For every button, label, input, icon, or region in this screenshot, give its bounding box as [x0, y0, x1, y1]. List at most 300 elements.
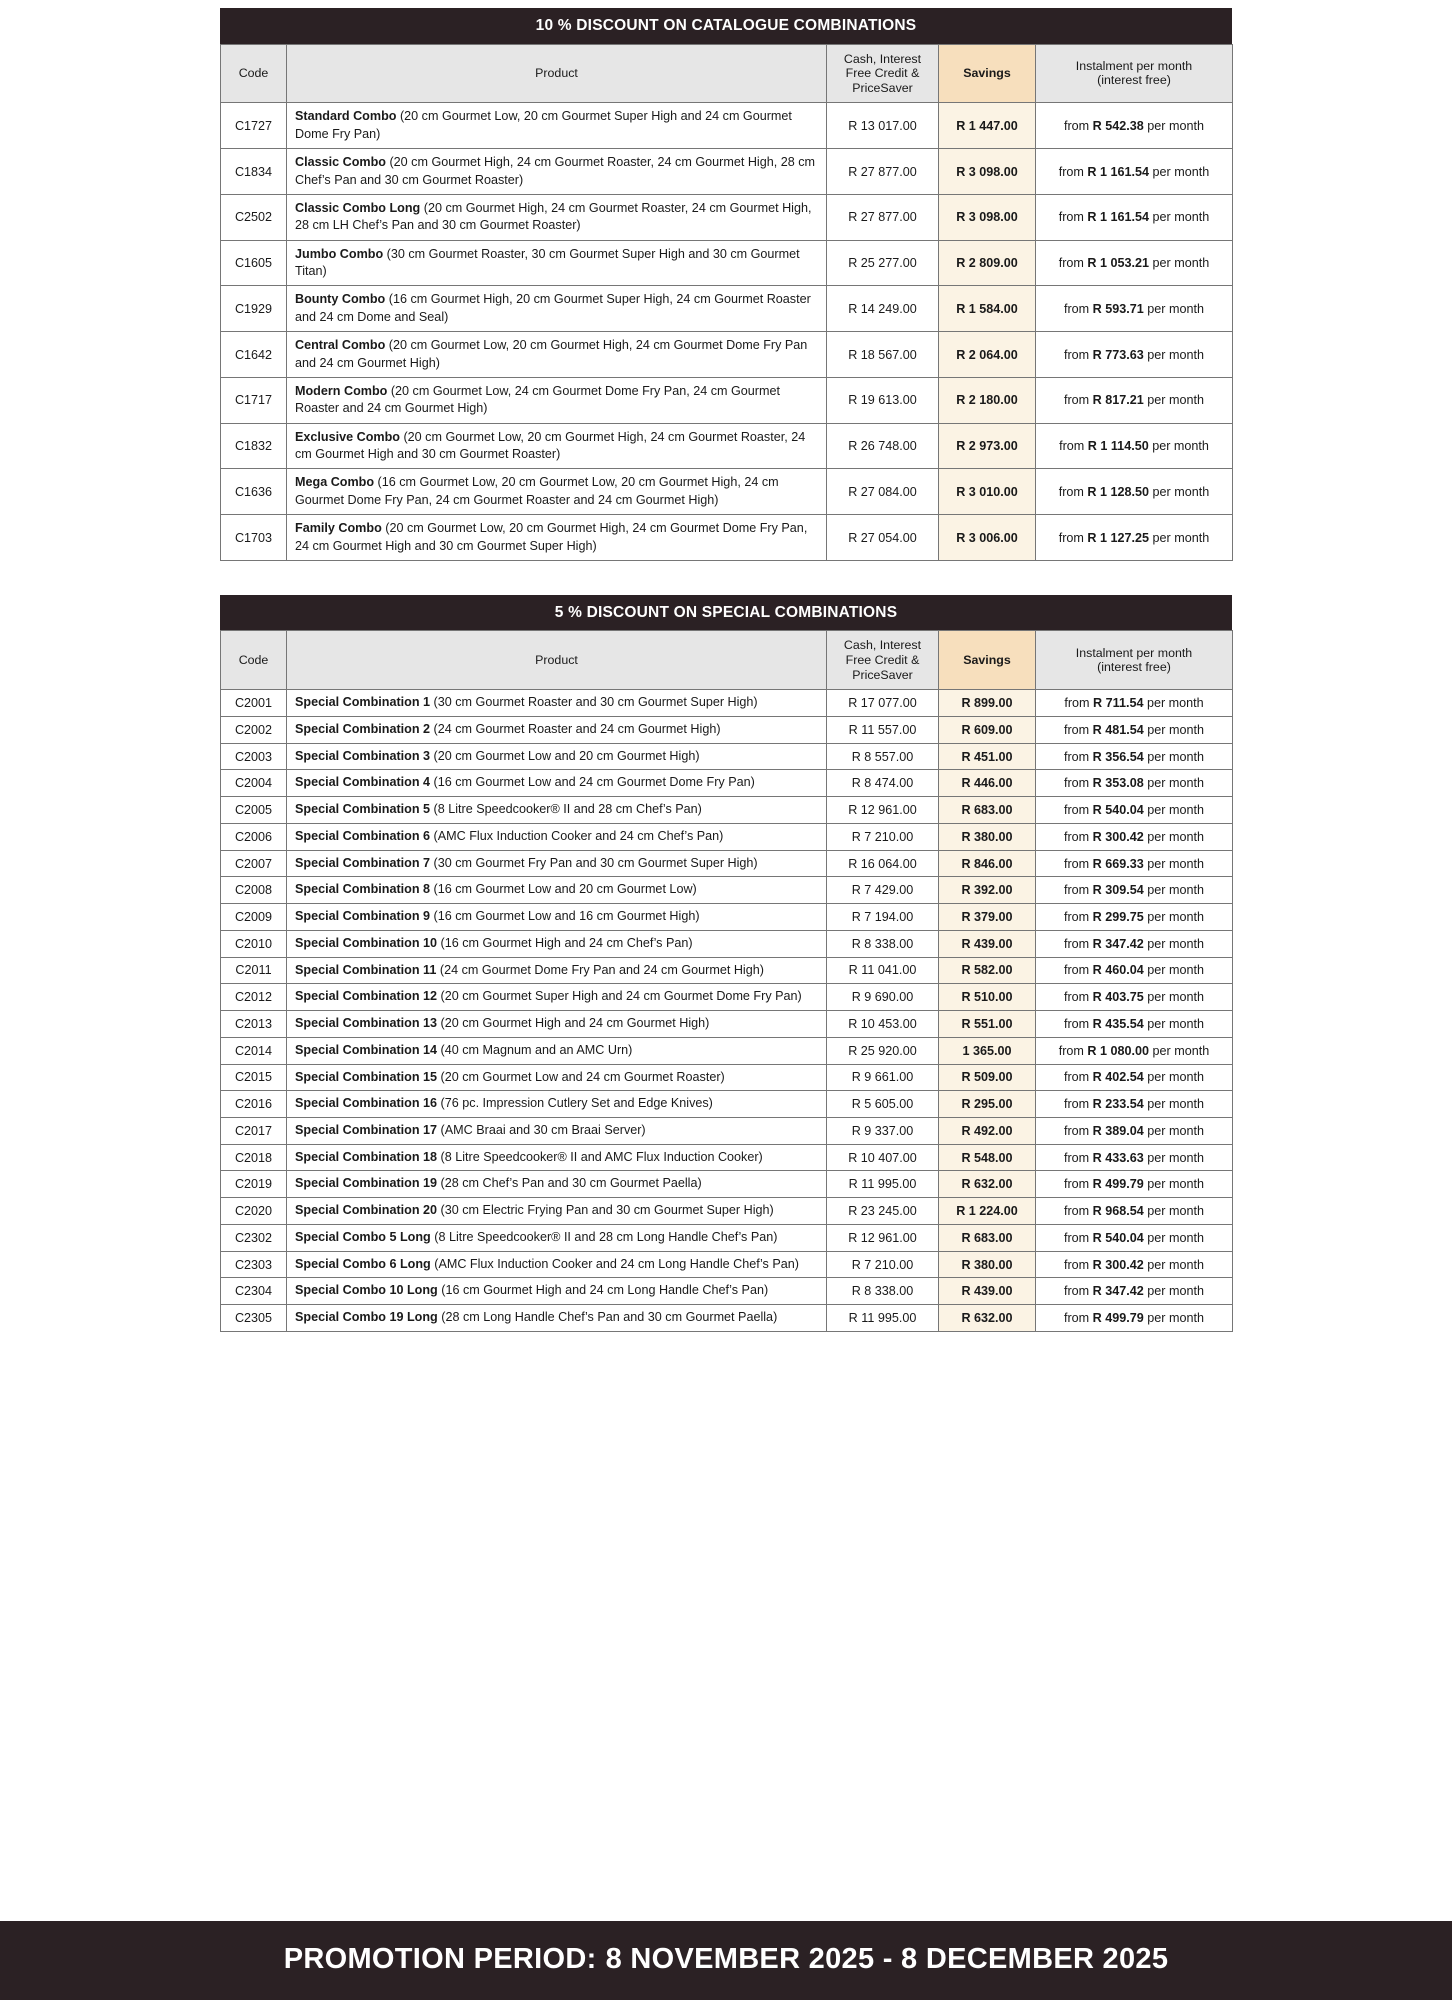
- instalment-suffix: per month: [1143, 1177, 1204, 1192]
- cell-savings: 1 365.00: [939, 1037, 1036, 1064]
- product-description: (20 cm Gourmet Low, 20 cm Gourmet High, 24 cm Gourmet Dome Fry Pan and 24 cm Gourmet High): [295, 338, 808, 370]
- cell-product: [287, 423, 827, 469]
- cell-product: [287, 1118, 827, 1145]
- instalment-amount: R 403.75: [1092, 990, 1144, 1005]
- table-header: [221, 44, 1233, 103]
- table-row: [221, 850, 1233, 877]
- product-name: Special Combination 9: [295, 909, 431, 924]
- cell-instalment: [1036, 1198, 1233, 1225]
- cell-savings: R 392.00: [939, 877, 1036, 904]
- instalment-header-line-2: (interest free): [1097, 660, 1171, 675]
- cell-cash-price: R 5 605.00: [827, 1091, 939, 1118]
- cell-instalment: [1036, 149, 1233, 195]
- product-name: Special Combination 2: [295, 721, 431, 736]
- cell-product: [287, 1144, 827, 1171]
- instalment-prefix: from: [1059, 439, 1088, 453]
- cell-cash-price: R 23 245.00: [827, 1198, 939, 1225]
- cell-product: [287, 743, 827, 770]
- instalment-prefix: from: [1063, 1150, 1093, 1165]
- table-row: [221, 690, 1233, 717]
- instalment-suffix: per month: [1149, 256, 1210, 270]
- instalment-amount: R 499.79: [1092, 1311, 1144, 1325]
- table-row: [221, 823, 1233, 850]
- cell-product: [287, 1305, 827, 1332]
- cell-product: [287, 1091, 827, 1118]
- instalment-amount: R 1 053.21: [1087, 256, 1150, 270]
- cell-savings: R 683.00: [939, 797, 1036, 824]
- cell-product: [287, 690, 827, 717]
- cell-savings: R 509.00: [939, 1064, 1036, 1091]
- cell-savings: R 3 098.00: [939, 194, 1036, 240]
- cell-cash-price: R 27 084.00: [827, 469, 939, 515]
- product-name: Special Combination 19: [295, 1176, 438, 1191]
- cell-code: C2502: [221, 194, 287, 240]
- promotion-period-dates: 8 NOVEMBER 2025 - 8 DECEMBER 2025: [605, 1943, 1169, 1975]
- product-name: Special Combination 17: [295, 1123, 438, 1137]
- column-header-product: Product: [287, 631, 827, 690]
- cell-cash-price: R 27 877.00: [827, 194, 939, 240]
- cell-instalment: [1036, 716, 1233, 743]
- cell-savings: R 632.00: [939, 1305, 1036, 1332]
- cell-code: C1929: [221, 286, 287, 332]
- cash-header-line-3: PriceSaver: [852, 667, 913, 682]
- cell-instalment: [1036, 1224, 1233, 1251]
- cell-cash-price: R 27 877.00: [827, 149, 939, 195]
- table-row: [221, 797, 1233, 824]
- cell-cash-price: R 8 338.00: [827, 1278, 939, 1305]
- cell-instalment: [1036, 286, 1233, 332]
- cell-cash-price: R 18 567.00: [827, 332, 939, 378]
- instalment-header-line-1: Instalment per month: [1075, 645, 1193, 660]
- cell-code: C1717: [221, 377, 287, 423]
- table-row: [221, 286, 1233, 332]
- cell-cash-price: R 27 054.00: [827, 515, 939, 561]
- special-combinations-table: [220, 630, 1233, 1332]
- product-description: (8 Litre Speedcooker® II and AMC Flux Induction Cooker): [437, 1149, 763, 1164]
- instalment-suffix: per month: [1143, 118, 1204, 133]
- column-header-cash: [827, 44, 939, 103]
- table-row: [221, 1305, 1233, 1332]
- instalment-prefix: from: [1063, 1311, 1093, 1325]
- column-header-savings: Savings: [939, 44, 1036, 103]
- cell-code: C2305: [221, 1305, 287, 1332]
- cell-code: C2001: [221, 690, 287, 717]
- cell-product: [287, 877, 827, 904]
- cell-cash-price: R 12 961.00: [827, 797, 939, 824]
- instalment-amount: R 499.79: [1092, 1177, 1144, 1192]
- instalment-prefix: from: [1063, 1097, 1093, 1112]
- instalment-prefix: from: [1063, 776, 1093, 791]
- product-description: (20 cm Gourmet Low, 20 cm Gourmet High, 24 cm Gourmet Roaster, 24 cm Gourmet High and 30 cm Gourmet Roaster): [295, 429, 806, 461]
- column-header-savings: Savings: [939, 631, 1036, 690]
- cell-savings: R 295.00: [939, 1091, 1036, 1118]
- instalment-suffix: per month: [1143, 301, 1204, 316]
- instalment-amount: R 542.38: [1092, 118, 1144, 133]
- cell-instalment: [1036, 469, 1233, 515]
- instalment-prefix: from: [1063, 963, 1093, 978]
- cell-savings: R 380.00: [939, 823, 1036, 850]
- cell-cash-price: R 11 557.00: [827, 716, 939, 743]
- instalment-prefix: from: [1063, 1177, 1093, 1192]
- product-name: Special Combination 5: [295, 802, 431, 817]
- cell-instalment: [1036, 1037, 1233, 1064]
- instalment-suffix: per month: [1143, 990, 1204, 1005]
- cell-code: C2019: [221, 1171, 287, 1198]
- cash-header-line-2: Free Credit &: [845, 66, 920, 81]
- table-row: [221, 1064, 1233, 1091]
- instalment-amount: R 435.54: [1092, 1016, 1144, 1031]
- cell-instalment: [1036, 1171, 1233, 1198]
- instalment-prefix: from: [1058, 1043, 1088, 1058]
- cell-instalment: [1036, 904, 1233, 931]
- cell-instalment: [1036, 690, 1233, 717]
- product-description: (AMC Braai and 30 cm Braai Server): [437, 1123, 646, 1137]
- product-description: (16 cm Gourmet High and 24 cm Long Handle Chef’s Pan): [437, 1283, 769, 1298]
- cell-savings: R 609.00: [939, 716, 1036, 743]
- product-name: Special Combination 16: [295, 1096, 438, 1111]
- cell-code: C2007: [221, 850, 287, 877]
- instalment-prefix: from: [1063, 803, 1093, 818]
- cell-savings: R 379.00: [939, 904, 1036, 931]
- cell-instalment: [1036, 1011, 1233, 1038]
- promotion-period-label: PROMOTION PERIOD:: [283, 1943, 597, 1975]
- product-description: (40 cm Magnum and an AMC Urn): [437, 1042, 633, 1057]
- cell-product: [287, 286, 827, 332]
- cell-instalment: [1036, 194, 1233, 240]
- cell-savings: R 551.00: [939, 1011, 1036, 1038]
- cell-product: [287, 103, 827, 149]
- instalment-suffix: per month: [1143, 776, 1204, 791]
- product-description: (24 cm Gourmet Dome Fry Pan and 24 cm Gourmet High): [436, 962, 764, 977]
- product-description: (76 pc. Impression Cutlery Set and Edge Knives): [437, 1096, 713, 1111]
- instalment-suffix: per month: [1143, 936, 1204, 951]
- instalment-suffix: per month: [1143, 1257, 1204, 1272]
- instalment-suffix: per month: [1143, 1230, 1204, 1245]
- cell-cash-price: R 12 961.00: [827, 1224, 939, 1251]
- cell-product: [287, 850, 827, 877]
- cell-cash-price: R 17 077.00: [827, 690, 939, 717]
- instalment-header-line-2: (interest free): [1097, 73, 1171, 88]
- cell-cash-price: R 25 277.00: [827, 240, 939, 286]
- cell-cash-price: R 8 474.00: [827, 770, 939, 797]
- cell-savings: R 380.00: [939, 1251, 1036, 1278]
- cell-product: [287, 149, 827, 195]
- cell-code: C1834: [221, 149, 287, 195]
- product-description: (30 cm Gourmet Fry Pan and 30 cm Gourmet Super High): [430, 855, 758, 870]
- cell-code: C2014: [221, 1037, 287, 1064]
- instalment-prefix: from: [1063, 1016, 1093, 1031]
- product-description: (20 cm Gourmet Low, 20 cm Gourmet High, 24 cm Gourmet Dome Fry Pan, 24 cm Gourmet High and 30 cm Gourmet Super High): [295, 521, 808, 553]
- cell-savings: R 582.00: [939, 957, 1036, 984]
- product-name: Exclusive Combo: [295, 429, 400, 444]
- special-combinations-banner: 5 % DISCOUNT ON SPECIAL COMBINATIONS: [220, 595, 1232, 631]
- cell-cash-price: R 9 661.00: [827, 1064, 939, 1091]
- product-name: Special Combination 18: [295, 1149, 438, 1164]
- catalogue-combinations-table: [220, 44, 1233, 561]
- instalment-amount: R 1 127.25: [1087, 530, 1150, 545]
- cell-product: [287, 904, 827, 931]
- cell-savings: R 899.00: [939, 690, 1036, 717]
- cell-product: [287, 1278, 827, 1305]
- cash-header-line-2: Free Credit &: [845, 653, 920, 667]
- cell-product: [287, 194, 827, 240]
- cell-code: C2304: [221, 1278, 287, 1305]
- instalment-suffix: per month: [1143, 1070, 1204, 1085]
- cell-code: C2006: [221, 823, 287, 850]
- instalment-prefix: from: [1058, 530, 1088, 545]
- table-row: [221, 1011, 1233, 1038]
- cell-code: C2008: [221, 877, 287, 904]
- instalment-amount: R 460.04: [1092, 963, 1144, 978]
- cell-code: C2017: [221, 1118, 287, 1145]
- cell-product: [287, 930, 827, 957]
- instalment-amount: R 233.54: [1092, 1097, 1144, 1112]
- cell-savings: R 1 584.00: [939, 286, 1036, 332]
- instalment-amount: R 300.42: [1092, 829, 1144, 844]
- instalment-suffix: per month: [1143, 856, 1204, 871]
- cell-savings: R 632.00: [939, 1171, 1036, 1198]
- cell-savings: R 446.00: [939, 770, 1036, 797]
- cell-product: [287, 770, 827, 797]
- product-name: Special Combination 3: [295, 748, 431, 763]
- instalment-suffix: per month: [1143, 1204, 1204, 1219]
- instalment-amount: R 356.54: [1092, 749, 1144, 764]
- instalment-amount: R 1 080.00: [1087, 1043, 1150, 1058]
- instalment-prefix: from: [1063, 990, 1093, 1005]
- instalment-amount: R 1 128.50: [1087, 484, 1150, 499]
- cell-savings: R 439.00: [939, 930, 1036, 957]
- cell-cash-price: R 14 249.00: [827, 286, 939, 332]
- cell-instalment: [1036, 877, 1233, 904]
- product-name: Special Combination 8: [295, 882, 431, 897]
- cell-cash-price: R 7 210.00: [827, 823, 939, 850]
- instalment-suffix: per month: [1143, 696, 1204, 711]
- cell-instalment: [1036, 1278, 1233, 1305]
- cell-product: [287, 377, 827, 423]
- instalment-prefix: from: [1063, 347, 1093, 362]
- instalment-amount: R 817.21: [1092, 393, 1144, 408]
- cell-code: C2011: [221, 957, 287, 984]
- product-description: (16 cm Gourmet Low and 16 cm Gourmet High): [430, 909, 700, 924]
- cell-cash-price: R 9 337.00: [827, 1118, 939, 1145]
- cell-cash-price: R 11 995.00: [827, 1171, 939, 1198]
- instalment-amount: R 309.54: [1092, 883, 1144, 898]
- table-body: [221, 103, 1233, 561]
- cell-code: C2018: [221, 1144, 287, 1171]
- cell-cash-price: R 7 194.00: [827, 904, 939, 931]
- column-header-code: Code: [221, 631, 287, 690]
- cell-instalment: [1036, 515, 1233, 561]
- cell-product: [287, 1171, 827, 1198]
- instalment-amount: R 968.54: [1092, 1204, 1144, 1219]
- product-description: (AMC Flux Induction Cooker and 24 cm Chef’s Pan): [430, 828, 724, 843]
- product-name: Special Combo 10 Long: [295, 1283, 438, 1298]
- product-description: (24 cm Gourmet Roaster and 24 cm Gourmet High): [430, 721, 721, 736]
- cell-cash-price: R 8 338.00: [827, 930, 939, 957]
- product-name: Classic Combo Long: [295, 200, 421, 215]
- instalment-suffix: per month: [1149, 1043, 1210, 1058]
- instalment-prefix: from: [1063, 1284, 1093, 1299]
- cell-product: [287, 515, 827, 561]
- product-name: Standard Combo: [295, 109, 397, 124]
- cell-instalment: [1036, 984, 1233, 1011]
- instalment-suffix: per month: [1143, 749, 1204, 764]
- instalment-amount: R 1 161.54: [1087, 210, 1150, 225]
- instalment-prefix: from: [1064, 696, 1094, 711]
- cell-code: C1636: [221, 469, 287, 515]
- table-row: [221, 423, 1233, 469]
- cell-savings: R 846.00: [939, 850, 1036, 877]
- cell-code: C2302: [221, 1224, 287, 1251]
- table-row: [221, 877, 1233, 904]
- instalment-amount: R 353.08: [1092, 776, 1144, 791]
- cell-code: C2016: [221, 1091, 287, 1118]
- cell-code: C2009: [221, 904, 287, 931]
- cell-cash-price: R 16 064.00: [827, 850, 939, 877]
- instalment-prefix: from: [1063, 722, 1093, 737]
- instalment-suffix: per month: [1143, 1097, 1204, 1112]
- cell-product: [287, 797, 827, 824]
- cell-cash-price: R 7 210.00: [827, 1251, 939, 1278]
- cell-product: [287, 984, 827, 1011]
- instalment-suffix: per month: [1143, 909, 1204, 924]
- product-description: (16 cm Gourmet High, 20 cm Gourmet Super High, 24 cm Gourmet Roaster and 24 cm Dome and Seal): [295, 292, 811, 324]
- table-row: [221, 1224, 1233, 1251]
- instalment-suffix: per month: [1143, 1150, 1204, 1165]
- table-body: [221, 690, 1233, 1332]
- instalment-prefix: from: [1063, 1070, 1093, 1085]
- table-row: [221, 1198, 1233, 1225]
- product-description: (AMC Flux Induction Cooker and 24 cm Long Handle Chef’s Pan): [430, 1256, 799, 1271]
- table-row: [221, 469, 1233, 515]
- table-row: [221, 515, 1233, 561]
- instalment-prefix: from: [1063, 1204, 1093, 1219]
- product-description: (16 cm Gourmet Low, 20 cm Gourmet Low, 20 cm Gourmet High, 24 cm Gourmet Dome Fry Pan, 24 cm Gourmet Roaster and 24 cm Gourmet High): [295, 475, 779, 507]
- product-name: Special Combination 6: [295, 828, 431, 843]
- cell-instalment: [1036, 930, 1233, 957]
- cell-product: [287, 1251, 827, 1278]
- table-row: [221, 240, 1233, 286]
- cell-code: C1832: [221, 423, 287, 469]
- instalment-header-line-1: Instalment per month: [1075, 58, 1193, 73]
- cell-instalment: [1036, 377, 1233, 423]
- instalment-amount: R 1 161.54: [1087, 164, 1150, 179]
- table-row: [221, 716, 1233, 743]
- product-description: (20 cm Gourmet High, 24 cm Gourmet Roaster, 24 cm Gourmet High, 28 cm Chef’s Pan and 30 cm Gourmet Roaster): [295, 155, 816, 187]
- cell-cash-price: R 11 995.00: [827, 1305, 939, 1332]
- cell-savings: R 439.00: [939, 1278, 1036, 1305]
- product-description: (16 cm Gourmet Low and 24 cm Gourmet Dome Fry Pan): [430, 775, 755, 790]
- product-description: (20 cm Gourmet Low and 20 cm Gourmet High): [430, 748, 700, 763]
- cash-header-line-3: PriceSaver: [852, 80, 913, 95]
- table-row: [221, 984, 1233, 1011]
- instalment-amount: R 711.54: [1093, 696, 1144, 711]
- table-row: [221, 377, 1233, 423]
- instalment-suffix: per month: [1143, 1311, 1204, 1325]
- cell-product: [287, 957, 827, 984]
- table-row: [221, 1171, 1233, 1198]
- instalment-prefix: from: [1063, 936, 1093, 951]
- instalment-prefix: from: [1058, 484, 1088, 499]
- cell-instalment: [1036, 797, 1233, 824]
- cell-code: C1642: [221, 332, 287, 378]
- cell-cash-price: R 9 690.00: [827, 984, 939, 1011]
- product-name: Special Combination 1: [295, 695, 431, 710]
- table-row: [221, 904, 1233, 931]
- product-name: Central Combo: [295, 338, 386, 353]
- cash-header-line-1: Cash, Interest: [843, 51, 922, 66]
- instalment-suffix: per month: [1143, 1123, 1204, 1138]
- product-description: (30 cm Electric Frying Pan and 30 cm Gourmet Super High): [437, 1203, 774, 1218]
- product-name: Special Combination 10: [295, 935, 438, 950]
- instalment-prefix: from: [1063, 393, 1093, 408]
- instalment-prefix: from: [1063, 1257, 1093, 1272]
- instalment-suffix: per month: [1149, 484, 1210, 499]
- instalment-amount: R 299.75: [1092, 909, 1144, 924]
- cell-product: [287, 1198, 827, 1225]
- product-description: (20 cm Gourmet Low and 24 cm Gourmet Roaster): [437, 1069, 725, 1084]
- table-row: [221, 103, 1233, 149]
- cell-cash-price: R 13 017.00: [827, 103, 939, 149]
- cell-savings: R 683.00: [939, 1224, 1036, 1251]
- instalment-amount: R 540.04: [1092, 1230, 1144, 1245]
- cell-cash-price: R 7 429.00: [827, 877, 939, 904]
- product-description: (20 cm Gourmet High and 24 cm Gourmet High): [437, 1016, 710, 1031]
- cell-product: [287, 1064, 827, 1091]
- cell-cash-price: R 11 041.00: [827, 957, 939, 984]
- catalogue-combinations-block: [220, 0, 1232, 561]
- cell-product: [287, 469, 827, 515]
- product-name: Special Combo 6 Long: [295, 1256, 431, 1271]
- product-name: Special Combo 5 Long: [295, 1229, 431, 1244]
- product-name: Special Combination 4: [295, 775, 431, 790]
- cell-code: C1703: [221, 515, 287, 561]
- instalment-suffix: per month: [1149, 530, 1210, 545]
- cell-savings: R 2 973.00: [939, 423, 1036, 469]
- cash-header-line-1: Cash, Interest: [843, 638, 922, 653]
- cell-code: C1727: [221, 103, 287, 149]
- instalment-amount: R 481.54: [1092, 722, 1144, 737]
- instalment-suffix: per month: [1143, 393, 1204, 408]
- instalment-prefix: from: [1058, 210, 1088, 225]
- instalment-amount: R 389.04: [1092, 1123, 1144, 1138]
- instalment-amount: R 1 114.50: [1087, 439, 1149, 453]
- column-header-product: Product: [287, 44, 827, 103]
- table-row: [221, 332, 1233, 378]
- cell-product: [287, 1224, 827, 1251]
- cell-cash-price: R 10 453.00: [827, 1011, 939, 1038]
- cell-cash-price: R 26 748.00: [827, 423, 939, 469]
- instalment-suffix: per month: [1149, 164, 1210, 179]
- cell-instalment: [1036, 240, 1233, 286]
- cell-code: C2002: [221, 716, 287, 743]
- instalment-suffix: per month: [1148, 439, 1209, 453]
- instalment-amount: R 433.63: [1092, 1150, 1144, 1165]
- product-name: Special Combination 13: [295, 1016, 438, 1031]
- table-row: [221, 930, 1233, 957]
- instalment-amount: R 300.42: [1092, 1257, 1144, 1272]
- cell-instalment: [1036, 1118, 1233, 1145]
- instalment-prefix: from: [1063, 118, 1093, 133]
- product-description: (30 cm Gourmet Roaster and 30 cm Gourmet Super High): [430, 695, 758, 710]
- cell-instalment: [1036, 770, 1233, 797]
- cell-code: C2013: [221, 1011, 287, 1038]
- cell-savings: R 1 447.00: [939, 103, 1036, 149]
- instalment-suffix: per month: [1143, 963, 1204, 978]
- instalment-amount: R 593.71: [1092, 301, 1144, 316]
- product-description: (30 cm Gourmet Roaster, 30 cm Gourmet Super High and 30 cm Gourmet Titan): [295, 246, 800, 278]
- cell-savings: R 492.00: [939, 1118, 1036, 1145]
